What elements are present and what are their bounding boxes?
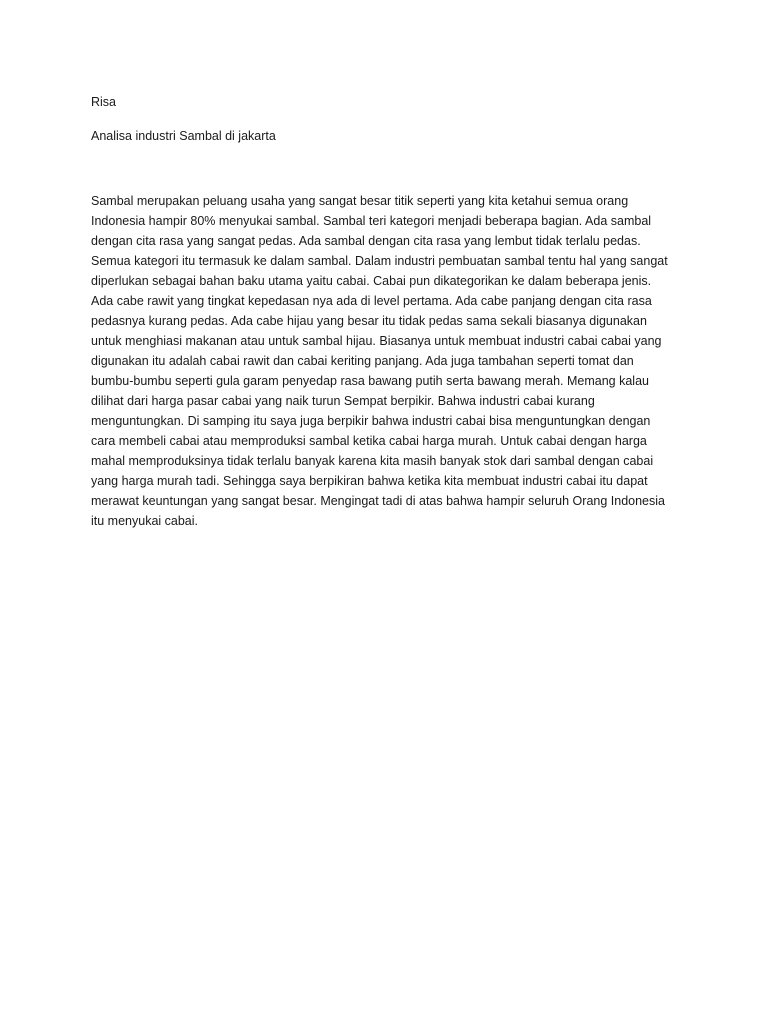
paragraph-line: bumbu-bumbu seperti gula garam penyedap rasa bawang putih serta bawang merah. Memang kalau (91, 374, 649, 388)
author-name: Risa (91, 95, 117, 109)
paragraph-line: dilihat dari harga pasar cabai yang naik turun Sempat berpikir. Bahwa industri cabai kurang (91, 394, 595, 408)
paragraph-line: yang harga murah tadi. Sehingga saya berpikiran bahwa ketika kita membuat industri cabai itu dapat (91, 474, 648, 488)
paragraph-line: merawat keuntungan yang sangat besar. Mengingat tadi di atas bahwa hampir seluruh Orang Indonesia (91, 494, 665, 508)
paragraph-line: diperlukan sebagai bahan baku utama yaitu cabai. Cabai pun dikategorikan ke dalam beberapa jenis. (91, 274, 652, 288)
paragraph-line: Semua kategori itu termasuk ke dalam sambal. Dalam industri pembuatan sambal tentu hal yang sangat (91, 254, 668, 268)
document-title: Analisa industri Sambal di jakarta (91, 129, 276, 143)
paragraph-line: untuk menghiasi makanan atau untuk sambal hijau. Biasanya untuk membuat industri cabai cabai yang (91, 334, 662, 348)
body-paragraph (91, 191, 691, 531)
paragraph-line: Indonesia hampir 80% menyukai sambal. Sambal teri kategori menjadi beberapa bagian. Ada sambal (91, 214, 652, 228)
paragraph-line: dengan cita rasa yang sangat pedas. Ada sambal dengan cita rasa yang lembut tidak terlalu pedas. (91, 234, 641, 248)
paragraph-line: Sambal merupakan peluang usaha yang sangat besar titik seperti yang kita ketahui semua orang (91, 194, 629, 208)
paragraph-line: Ada cabe rawit yang tingkat kepedasan nya ada di level pertama. Ada cabe panjang dengan cita rasa (91, 294, 652, 308)
paragraph-line: pedasnya kurang pedas. Ada cabe hijau yang besar itu tidak pedas sama sekali biasanya digunakan (91, 314, 647, 328)
paragraph-line: mahal memproduksinya tidak terlalu banyak karena kita masih banyak stok dari sambal dengan cabai (91, 454, 654, 468)
paragraph-line: digunakan itu adalah cabai rawit dan cabai keriting panjang. Ada juga tambahan seperti tomat dan (91, 354, 634, 368)
paragraph-line: menguntungkan. Di samping itu saya juga berpikir bahwa industri cabai bisa menguntungkan dengan (91, 414, 651, 428)
paragraph-line: itu menyukai cabai. (91, 514, 199, 528)
paragraph-line: cara membeli cabai atau memproduksi sambal ketika cabai harga murah. Untuk cabai dengan harga (91, 434, 647, 448)
